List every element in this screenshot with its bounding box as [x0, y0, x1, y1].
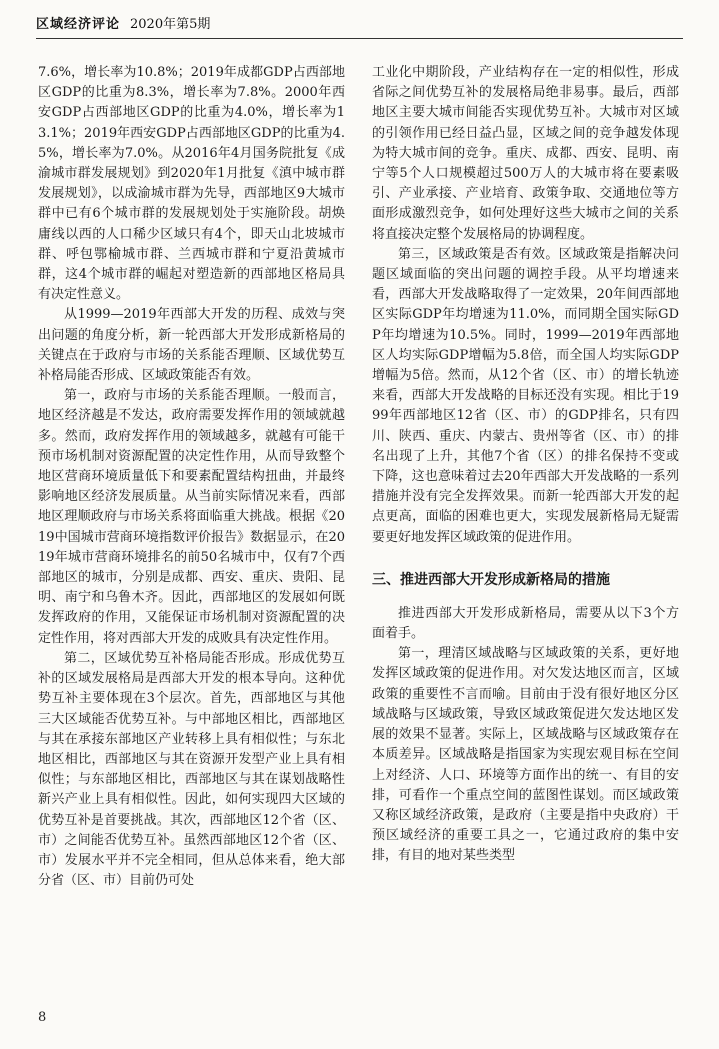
- journal-name: 区域经济评论: [36, 17, 121, 32]
- page-number: 8: [38, 1010, 47, 1025]
- paragraph: 第一，政府与市场的关系能否理顺。一般而言，地区经济越是不发达，政府需要发挥作用的领域就越多。然而，政府发挥作用的领域越多，就越有可能干预市场机制对资源配置的决定性作用，从而导致整个地区营商环境质量低下和要素配置结构扭曲，并最终影响地区经济发展质量。从当前实际情况来看，西部地区理顺政府与市场关系将面临重大挑战。根据《2019中国城市营商环境指数评价报告》数据显示，在2019年城市营商环境排名的前50名城市中，仅有7个西部地区的城市，分别是成都、西安、重庆、贵阳、昆明、南宁和乌鲁木齐。因此，西部地区的发展如何既发挥政府的作用，又能保证市场机制对资源配置的决定性作用，将对西部大开发的成败具有决定性作用。: [38, 388, 345, 646]
- right-column: [372, 63, 679, 867]
- running-header: [36, 14, 683, 36]
- paragraph: 推进西部大开发形成新格局，需要从以下3个方面着手。: [372, 605, 679, 642]
- paragraph: 从1999—2019年西部大开发的历程、成效与突出问题的角度分析，新一轮西部大开发形成新格局的关键点在于政府与市场的关系能否理顺、区域优势互补格局能否形成、区域政策能否有效。: [38, 307, 345, 384]
- paragraph: 7.6%，增长率为10.8%；2019年成都GDP占西部地区GDP的比重为8.3%，增长率为7.8%。2000年西安GDP占西部地区GDP的比重为4.0%，增长率为13.1%；2019年西安GDP占西部地区GDP的比重为4.5%，增长率为7.0%。从2016年4月国务院批复《成渝城市群发展规划》到2020年1月批复《滇中城市群发展规划》，以成渝城市群为先导，西部地区9大城市群中已有6个城市群的发展规划处于实施阶段。胡焕庸线以西的人口稀少区域只有4个，即天山北坡城市群、呼包鄂榆城市群、兰西城市群和宁夏沿黄城市群，这4个城市群的崛起对塑造新的西部地区格局具有决定性意义。: [38, 65, 345, 303]
- issue-label: 2020年第5期: [130, 17, 211, 32]
- left-column: [38, 63, 345, 891]
- section-heading: 三、推进西部大开发形成新格局的措施: [372, 571, 610, 588]
- paragraph: 工业化中期阶段，产业结构存在一定的相似性，形成省际之间优势互补的发展格局绝非易事。最后，西部地区主要大城市间能否实现优势互补。大城市对区域的引领作用已经日益凸显，区域之间的竞争越发体现为特大城市间的竞争。重庆、成都、西安、昆明、南宁等5个人口规模超过500万人的大城市将在要素吸引、产业承接、产业培育、政策争取、交通地位等方面形成激烈竞争，如何处理好这些大城市之间的关系将直接决定整个发展格局的协调程度。: [372, 65, 679, 242]
- paragraph: 第二，区域优势互补格局能否形成。形成优势互补的区域发展格局是西部大开发的根本导向。这种优势互补主要体现在3个层次。首先，西部地区与其他三大区域能否优势互补。与中部地区相比，西部地区与其在承接东部地区产业转移上具有相似性；与东北地区相比，西部地区与其在资源开发型产业上具有相似性；与东部地区相比，西部地区与其在谋划战略性新兴产业上具有相似性。因此，如何实现四大区域的优势互补是首要挑战。其次，西部地区12个省（区、市）之间能否优势互补。虽然西部地区12个省（区、市）发展水平并不完全相同，但从总体来看，绝大部分省（区、市）目前仍可处: [38, 650, 345, 889]
- header-rule: [36, 38, 683, 39]
- paragraph: 第三，区域政策是否有效。区域政策是指解决问题区域面临的突出问题的调控手段。从平均增速来看，西部大开发战略取得了一定效果，20年间西部地区实际GDP年均增速为11.0%，而同期全国实际GDP年均增速为10.5%。同时，1999—2019年西部地区人均实际GDP增幅为5.8倍，而全国人均实际GDP增幅为5倍。然而，从12个省（区、市）的增长轨迹来看，西部大开发战略的目标还没有实现。相比于1999年西部地区12省（区、市）的GDP排名，只有四川、陕西、重庆、内蒙古、贵州等省（区、市）的排名出现了上升，其他7个省（区）的排名保持不变或下降，这也意味着过去20年西部大开发战略的一系列措施并没有完全发挥效果。而新一轮西部大开发的起点更高，面临的困难也更大，实现发展新格局无疑需要更好地发挥区域政策的促进作用。: [372, 246, 679, 545]
- paragraph: 第一，理清区域战略与区域政策的关系，更好地发挥区域政策的促进作用。对欠发达地区而言，区域政策的重要性不言而喻。目前由于没有很好地区分区域战略与区域政策，导致区域政策促进欠发达地区发展的效果不显著。实际上，区域战略与区域政策存在本质差异。区域战略是指国家为实现宏观目标在空间上对经济、人口、环境等方面作出的统一、有目的安排，可看作一个重点空间的蓝图性谋划。而区域政策又称区域经济政策，是政府（主要是指中央政府）干预区域经济的重要工具之一，它通过政府的集中安排，有目的地对某些类型: [372, 646, 679, 864]
